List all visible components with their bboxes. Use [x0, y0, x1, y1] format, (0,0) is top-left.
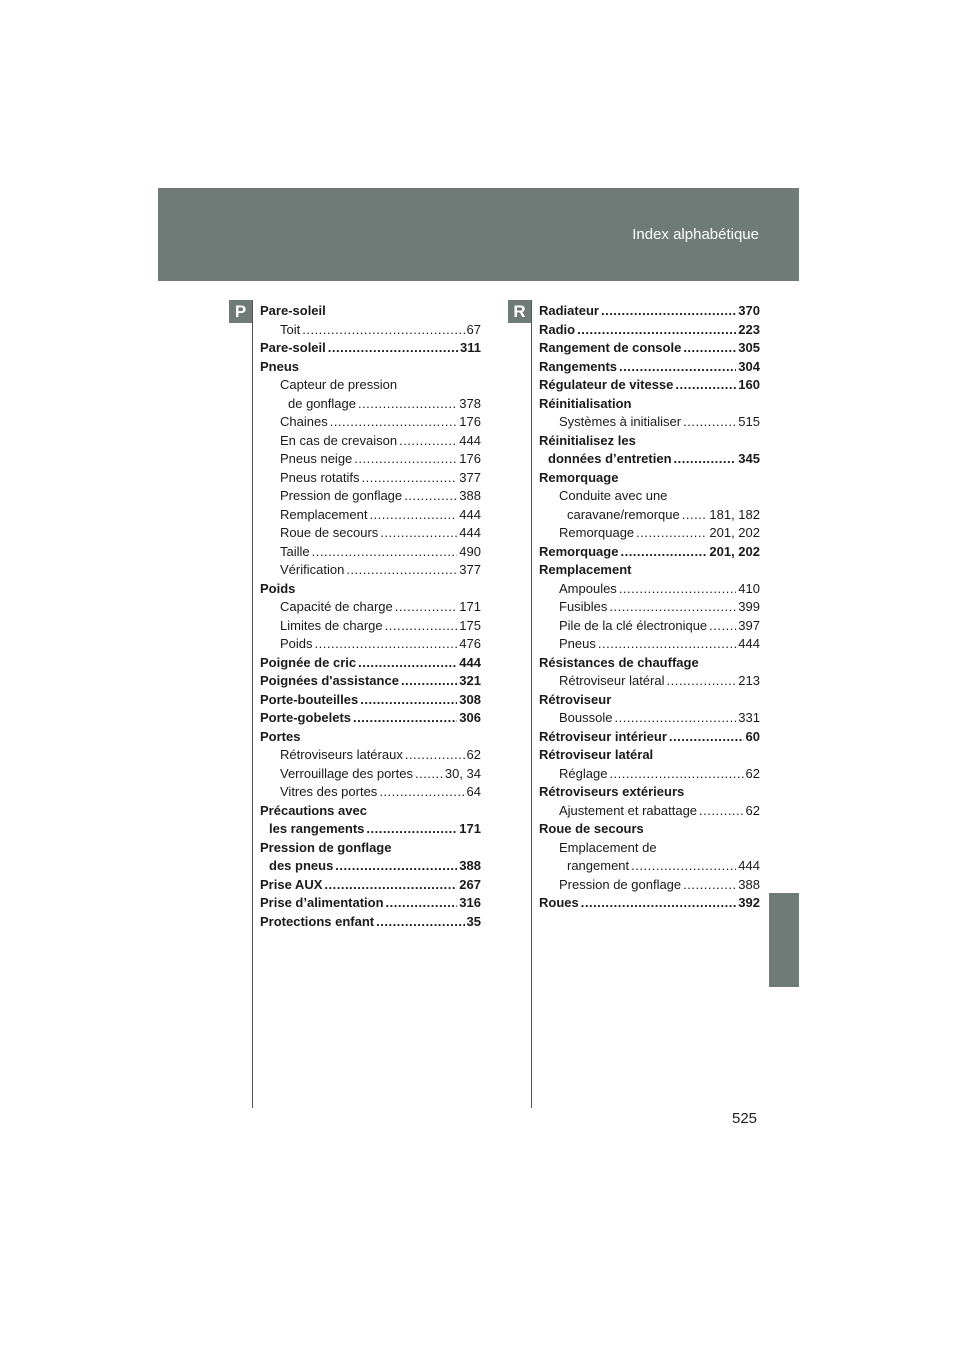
index-entry-text: Remorquage	[559, 525, 635, 540]
index-entry-page: 378	[459, 395, 481, 411]
index-entry-page: 60	[745, 728, 760, 744]
index-entry	[539, 561, 760, 580]
index-entry	[539, 876, 760, 895]
dot-leader	[353, 709, 457, 728]
index-entry	[260, 913, 481, 932]
index-entry-page: 267	[459, 876, 481, 892]
index-entry-text: Capteur de pression	[280, 377, 398, 392]
index-entry-page: 331	[738, 710, 760, 725]
index-entry-text: données d’entretien	[548, 451, 672, 466]
index-entry	[260, 487, 481, 506]
index-entry	[539, 506, 760, 525]
index-entry-page: 370	[738, 303, 760, 318]
index-entry-text: Limites de charge	[280, 617, 383, 633]
index-entry-page: 171	[459, 599, 481, 614]
index-entry-text: Porte-gobelets	[260, 710, 352, 725]
index-entry-page: 160	[738, 377, 760, 392]
index-entry	[260, 894, 481, 913]
index-entry-text: Poids	[260, 580, 296, 596]
index-entry	[260, 339, 481, 358]
dot-leader	[609, 765, 743, 784]
index-entry	[260, 802, 481, 821]
index-column-p	[260, 302, 481, 931]
index-entry-text: Roue de secours	[539, 821, 644, 836]
index-entry	[260, 728, 481, 747]
index-entry-text: Pression de gonflage	[559, 876, 682, 892]
index-entry-page: 388	[738, 876, 760, 892]
index-entry-page: 67	[466, 321, 481, 337]
index-entry	[539, 635, 760, 654]
index-entry	[539, 524, 760, 543]
dot-leader	[614, 709, 736, 728]
index-entry	[260, 302, 481, 321]
index-entry-text: Rétroviseurs extérieurs	[539, 784, 685, 799]
index-entry-text: Porte-bouteilles	[260, 691, 359, 707]
index-entry	[539, 321, 760, 340]
index-entry-text: Pare-soleil	[260, 303, 326, 318]
dot-leader	[581, 894, 737, 913]
index-entry	[539, 617, 760, 636]
index-entry-page: 171	[459, 821, 481, 836]
page-title: Index alphabétique	[632, 226, 759, 243]
index-entry-text: Réinitialisez les	[539, 432, 636, 448]
index-entry-page: 397	[738, 617, 760, 633]
index-entry	[539, 302, 760, 321]
dot-leader	[362, 469, 458, 488]
header-band	[158, 188, 799, 281]
dot-leader	[328, 339, 458, 358]
index-entry-page: 213	[738, 673, 760, 688]
dot-leader	[683, 339, 736, 358]
index-entry	[539, 802, 760, 821]
index-entry-page: 321	[459, 673, 481, 688]
index-entry	[260, 746, 481, 765]
index-entry	[539, 746, 760, 765]
index-entry-text: Capacité de charge	[280, 599, 393, 614]
dot-leader	[619, 358, 736, 377]
index-entry-text: Rangements	[539, 358, 618, 374]
dot-leader	[601, 302, 736, 321]
dot-leader	[683, 876, 736, 895]
dot-leader	[395, 598, 458, 617]
index-entry-page: 444	[738, 636, 760, 651]
index-entry	[260, 506, 481, 525]
index-entry-text: Rangement de console	[539, 340, 682, 355]
index-entry	[539, 672, 760, 691]
section-letter-r: R	[508, 300, 531, 323]
dot-leader	[335, 857, 457, 876]
index-entry-page: 392	[738, 895, 760, 910]
dot-leader	[405, 746, 465, 765]
index-entry-text: Réglage	[559, 765, 608, 781]
index-entry-text: Portes	[260, 728, 301, 744]
index-entry-text: Radiateur	[539, 303, 599, 318]
dot-leader	[302, 321, 464, 340]
index-entry	[260, 561, 481, 580]
index-entry-text: rangement	[567, 858, 630, 873]
index-entry-page: 377	[459, 469, 481, 485]
index-entry-page: 223	[738, 321, 760, 337]
index-entry-text: Pression de gonflage	[280, 488, 403, 503]
index-entry-text: Précautions avec	[260, 802, 367, 818]
dot-leader	[699, 802, 744, 821]
index-entry-page: 175	[459, 617, 481, 633]
dot-leader	[675, 376, 736, 395]
dot-leader	[609, 598, 736, 617]
index-entry-page: 30, 34	[444, 765, 481, 781]
column-divider-left	[252, 300, 253, 1108]
index-entry-text: Remplacement	[539, 562, 632, 577]
dot-leader	[354, 450, 457, 469]
index-entry-page: 201, 202	[709, 525, 760, 540]
index-entry	[539, 469, 760, 488]
index-entry-text: Poids	[280, 636, 313, 651]
dot-leader	[369, 506, 457, 525]
index-entry-text: Toit	[280, 321, 301, 337]
index-entry-page: 515	[738, 414, 760, 429]
index-entry-page: 62	[745, 802, 760, 818]
index-entry	[539, 432, 760, 451]
index-entry-page: 316	[459, 895, 481, 910]
index-entry	[260, 709, 481, 728]
index-entry	[260, 450, 481, 469]
dot-leader	[379, 783, 464, 802]
index-entry-page: 388	[459, 858, 481, 873]
index-entry	[539, 580, 760, 599]
index-entry-page: 176	[459, 414, 481, 429]
index-entry-text: Ampoules	[559, 580, 617, 596]
dot-leader	[636, 524, 707, 543]
index-entry-text: Rétroviseur intérieur	[539, 728, 667, 744]
index-entry	[539, 857, 760, 876]
index-entry	[260, 469, 481, 488]
index-entry-text: Résistances de chauffage	[539, 654, 699, 670]
index-entry-text: Pneus	[559, 636, 596, 651]
index-entry	[260, 617, 481, 636]
index-entry	[539, 894, 760, 913]
index-entry-text: Systèmes à initialiser	[559, 414, 682, 429]
dot-leader	[380, 524, 457, 543]
index-entry	[260, 654, 481, 673]
index-entry	[260, 839, 481, 858]
index-entry-text: de gonflage	[288, 395, 356, 411]
index-entry	[539, 339, 760, 358]
index-entry-text: Rétroviseur	[539, 691, 612, 707]
dot-leader	[683, 413, 736, 432]
index-entry	[260, 376, 481, 395]
index-entry-text: Ajustement et rabattage	[559, 802, 698, 818]
dot-leader	[404, 487, 457, 506]
index-entry	[260, 524, 481, 543]
index-entry-page: 201, 202	[709, 543, 760, 559]
index-entry-page: 181, 182	[709, 506, 760, 522]
index-entry-text: Protections enfant	[260, 913, 375, 929]
index-entry	[260, 413, 481, 432]
dot-leader	[360, 691, 457, 710]
index-entry	[539, 598, 760, 617]
index-entry-page: 305	[738, 340, 760, 355]
index-entry-page: 388	[459, 488, 481, 503]
dot-leader	[330, 413, 458, 432]
index-entry-text: Chaines	[280, 414, 328, 429]
index-entry-text: Emplacement de	[559, 839, 657, 855]
index-entry	[539, 691, 760, 710]
index-entry-text: Rétroviseurs latéraux	[280, 747, 403, 762]
index-entry	[260, 672, 481, 691]
page-number: 525	[732, 1110, 758, 1127]
index-entry	[260, 395, 481, 414]
index-entry	[260, 765, 481, 784]
index-entry-text: Pression de gonflage	[260, 839, 392, 855]
index-entry-text: Vitres des portes	[280, 784, 378, 799]
index-entry-page: 490	[459, 543, 481, 559]
dot-leader	[385, 617, 458, 636]
index-entry-text: Pneus neige	[280, 451, 353, 466]
index-entry	[539, 413, 760, 432]
index-entry-page: 345	[738, 451, 760, 466]
index-entry-page: 306	[459, 710, 481, 725]
index-entry-text: Vérification	[280, 562, 345, 577]
dot-leader	[598, 635, 736, 654]
index-entry	[539, 709, 760, 728]
dot-leader	[667, 672, 737, 691]
index-entry-text: Poignée de cric	[260, 654, 357, 670]
index-entry-text: Prise d’alimentation	[260, 895, 384, 910]
index-entry	[260, 820, 481, 839]
dot-leader	[401, 672, 457, 691]
index-entry-page: 304	[738, 358, 760, 374]
section-letter-p: P	[229, 300, 252, 323]
index-entry-page: 176	[459, 451, 481, 466]
index-entry	[260, 543, 481, 562]
index-entry-text: Rétroviseur latéral	[539, 747, 654, 762]
index-entry	[539, 654, 760, 673]
index-entry	[260, 580, 481, 599]
index-entry	[539, 395, 760, 414]
index-entry	[539, 765, 760, 784]
index-entry	[260, 635, 481, 654]
index-entry	[539, 487, 760, 506]
index-entry	[260, 598, 481, 617]
index-entry-page: 62	[466, 747, 481, 762]
index-entry	[539, 728, 760, 747]
dot-leader	[399, 432, 457, 451]
index-entry-page: 311	[460, 340, 481, 355]
index-entry-page: 399	[738, 599, 760, 614]
index-entry-text: Pneus	[260, 358, 300, 374]
index-entry	[539, 376, 760, 395]
dot-leader	[366, 820, 457, 839]
index-entry-text: Rétroviseur latéral	[559, 673, 665, 688]
dot-leader	[619, 580, 736, 599]
dot-leader	[631, 857, 736, 876]
thumb-tab	[769, 893, 799, 987]
index-entry-text: Régulateur de vitesse	[539, 377, 674, 392]
index-entry-text: Boussole	[559, 710, 613, 725]
index-entry-text: Prise AUX	[260, 876, 323, 892]
index-entry-page: 410	[738, 580, 760, 596]
dot-leader	[312, 543, 458, 562]
index-entry-text: Poignées d'assistance	[260, 673, 399, 688]
index-entry-text: Pare-soleil	[260, 340, 326, 355]
index-entry-page: 444	[459, 432, 481, 448]
dot-leader	[324, 876, 457, 895]
index-entry-text: Radio	[539, 321, 576, 337]
index-entry	[260, 857, 481, 876]
index-entry-text: Roues	[539, 895, 579, 910]
index-entry-page: 444	[459, 506, 481, 522]
index-entry-text: caravane/remorque	[567, 506, 680, 522]
index-entry-page: 444	[738, 858, 760, 873]
index-entry-text: Fusibles	[559, 599, 608, 614]
index-entry-text: Remplacement	[280, 506, 368, 522]
index-entry-text: Roue de secours	[280, 525, 379, 540]
index-entry	[260, 691, 481, 710]
index-entry-text: Pneus rotatifs	[280, 469, 360, 485]
dot-leader	[709, 617, 736, 636]
dot-leader	[674, 450, 737, 469]
index-entry-text: En cas de crevaison	[280, 432, 398, 448]
index-entry-text: les rangements	[269, 821, 365, 836]
dot-leader	[577, 321, 736, 340]
index-entry-text: Remorquage	[539, 543, 619, 559]
index-entry-page: 64	[466, 784, 481, 799]
index-entry-page: 476	[459, 636, 481, 651]
dot-leader	[358, 654, 457, 673]
index-entry	[539, 839, 760, 858]
index-entry-text: Pile de la clé électronique	[559, 617, 708, 633]
index-entry	[260, 783, 481, 802]
index-entry	[260, 876, 481, 895]
index-entry	[539, 450, 760, 469]
dot-leader	[376, 913, 464, 932]
index-entry-page: 308	[459, 691, 481, 707]
dot-leader	[669, 728, 744, 747]
dot-leader	[682, 506, 708, 525]
index-entry-page: 444	[459, 654, 481, 670]
index-entry-text: Taille	[280, 543, 310, 559]
index-entry-page: 62	[745, 765, 760, 781]
index-entry-page: 377	[459, 562, 481, 577]
dot-leader	[358, 395, 457, 414]
index-entry-page: 35	[466, 913, 481, 929]
index-entry	[539, 783, 760, 802]
dot-leader	[620, 543, 707, 562]
dot-leader	[346, 561, 457, 580]
index-entry	[260, 432, 481, 451]
column-divider-right	[531, 300, 532, 1108]
index-entry	[539, 820, 760, 839]
dot-leader	[415, 765, 443, 784]
index-entry-page: 444	[459, 525, 481, 540]
index-column-r	[539, 302, 760, 913]
index-entry-text: Conduite avec une	[559, 488, 668, 503]
index-entry	[260, 321, 481, 340]
index-entry-text: Réinitialisation	[539, 395, 632, 411]
index-entry	[539, 543, 760, 562]
dot-leader	[315, 635, 458, 654]
index-entry-text: Remorquage	[539, 469, 619, 485]
dot-leader	[386, 894, 458, 913]
index-entry-text: Verrouillage des portes	[280, 765, 413, 781]
index-entry	[260, 358, 481, 377]
index-entry-text: des pneus	[269, 858, 334, 873]
index-entry	[539, 358, 760, 377]
